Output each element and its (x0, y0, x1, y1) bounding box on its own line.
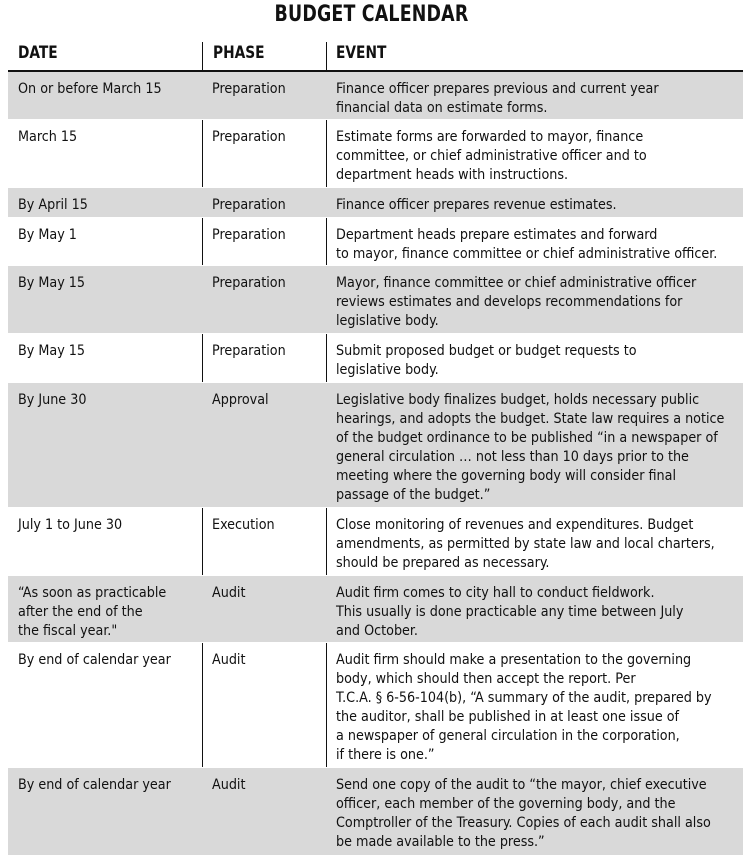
phase-cell: Preparation (212, 197, 286, 213)
phase-cell: Approval (212, 392, 269, 408)
table-row (8, 643, 743, 768)
phase-cell: Preparation (212, 275, 286, 291)
event-cell: Finance officer prepares revenue estimates. (336, 197, 617, 213)
table-row (8, 72, 743, 120)
phase-cell: Preparation (212, 81, 286, 97)
event-cell: Legislative body finalizes budget, holds necessary public hearings, and adopts the budget. State law requires a notice of the budget ordinance to be published “in a newspaper of general circulation … not less than 10 days prior to the meeting where the governing body will consider final passage of the budget.” (336, 392, 725, 503)
table-row (8, 768, 743, 856)
event-cell: Department heads prepare estimates and forward to mayor, finance committee or chief administrative officer. (336, 227, 718, 262)
date-cell: By May 15 (18, 275, 86, 291)
phase-cell: Preparation (212, 129, 286, 145)
page-title: BUDGET CALENDAR (274, 2, 469, 27)
table-row (8, 188, 743, 218)
phase-cell: Audit (212, 777, 246, 793)
phase-cell: Audit (212, 585, 246, 601)
date-cell: By end of calendar year (18, 652, 171, 668)
header-date: DATE (18, 43, 58, 63)
event-cell: Audit firm comes to city hall to conduct fieldwork. This usually is done practicable any time between July and October. (336, 585, 684, 639)
date-cell: By end of calendar year (18, 777, 171, 793)
header-event: EVENT (336, 43, 387, 63)
phase-cell: Preparation (212, 227, 286, 243)
date-cell: March 15 (18, 129, 78, 145)
date-cell: “As soon as practicable after the end of the the fiscal year." (18, 585, 167, 639)
table-row (8, 576, 743, 643)
phase-cell: Preparation (212, 343, 286, 359)
event-cell: Submit proposed budget or budget requests to legislative body. (336, 343, 637, 378)
phase-cell: Audit (212, 652, 246, 668)
table-row (8, 120, 743, 188)
header-phase: PHASE (213, 43, 265, 63)
event-cell: Audit firm should make a presentation to the governing body, which should then accept the report. Per T.C.A. § 6-56-104(b), “A summary of the audit, prepared by the auditor, shall be published in at least one issue of a newspaper of general circulation in the corporation, if there is one.” (336, 652, 712, 763)
date-cell: By May 1 (18, 227, 77, 243)
table-body (8, 72, 743, 856)
table-row (8, 218, 743, 266)
event-cell: Estimate forms are forwarded to mayor, finance committee, or chief administrative officer and to department heads with instructions. (336, 129, 647, 183)
event-cell: Send one copy of the audit to “the mayor, chief executive officer, each member of the governing body, and the Comptroller of the Treasury. Copies of each audit shall also be made available to the press.” (336, 777, 711, 850)
table-row (8, 508, 743, 576)
phase-cell: Execution (212, 517, 275, 533)
date-cell: By May 15 (18, 343, 86, 359)
date-cell: On or before March 15 (18, 81, 162, 97)
table-row (8, 334, 743, 383)
event-cell: Mayor, finance committee or chief administrative officer reviews estimates and develops recommendations for legislative body. (336, 275, 697, 329)
table-row (8, 383, 743, 508)
table-header (8, 40, 743, 72)
budget-calendar-table (8, 40, 743, 856)
date-cell: July 1 to June 30 (18, 517, 123, 533)
date-cell: By June 30 (18, 392, 87, 408)
date-cell: By April 15 (18, 197, 88, 213)
event-cell: Close monitoring of revenues and expenditures. Budget amendments, as permitted by state law and local charters, should be prepared as necessary. (336, 517, 715, 571)
table-row (8, 266, 743, 334)
event-cell: Finance officer prepares previous and current year financial data on estimate forms. (336, 81, 659, 116)
